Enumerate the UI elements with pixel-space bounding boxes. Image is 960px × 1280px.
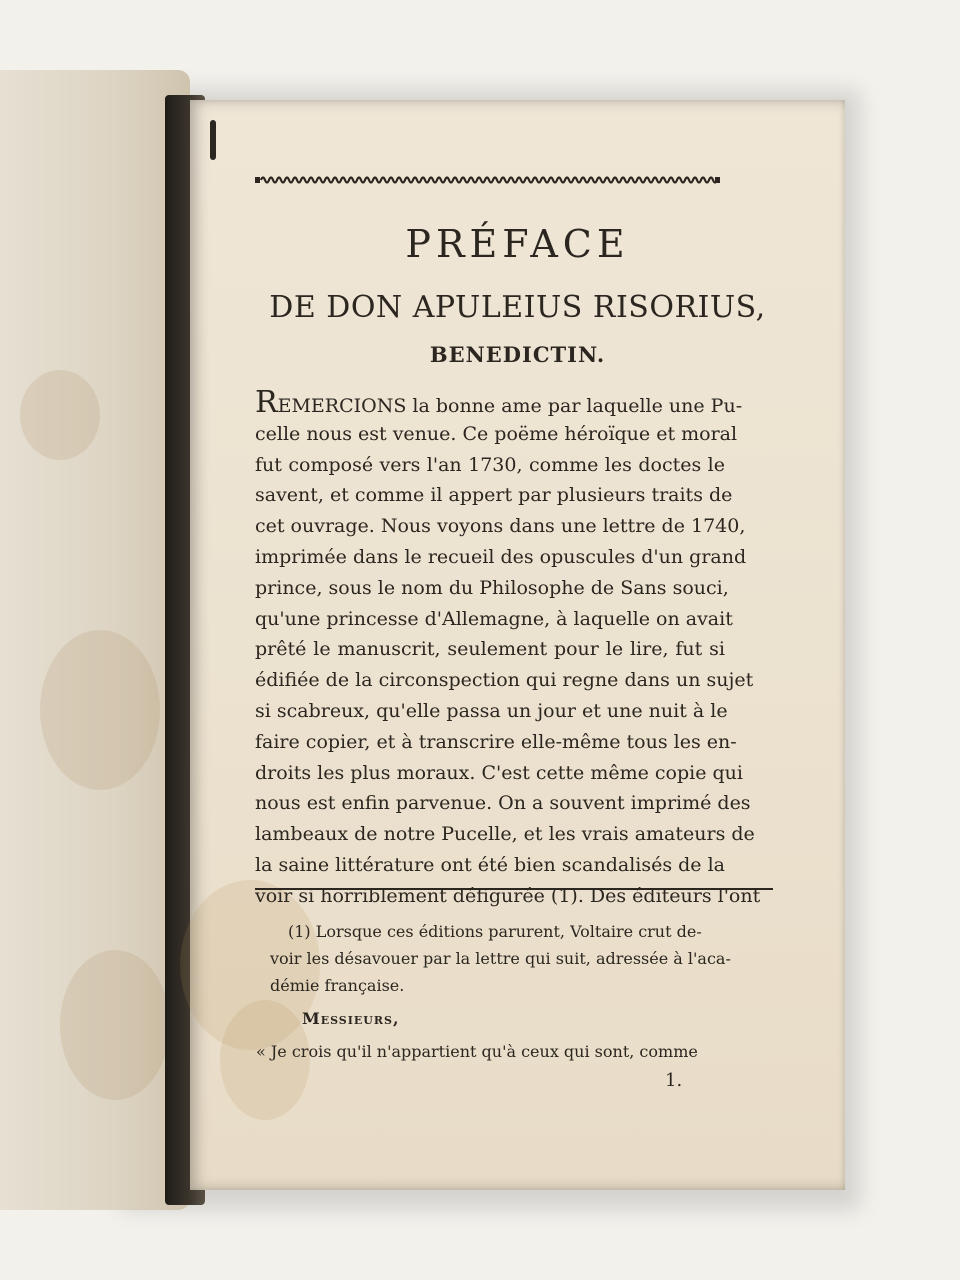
preface-author-order: BENEDICTIN. (429, 342, 606, 367)
footnote-line: voir les désavouer par la lettre qui suit, adressée à l'aca- (270, 949, 731, 968)
body-line: fut composé vers l'an 1730, comme les doctes le (255, 453, 725, 476)
page-corner-mark (210, 120, 216, 160)
page-number: 1. (665, 1070, 683, 1091)
body-line: nous est enfin parvenue. On a souvent imprimé des (255, 792, 751, 815)
footnote-line: (1) Lorsque ces éditions parurent, Voltaire crut de- (288, 922, 702, 941)
body-line: droits les plus moraux. C'est cette même copie qui (255, 761, 743, 784)
body-line: cet ouvrage. Nous voyons dans une lettre de 1740, (255, 515, 746, 538)
preface-body (255, 385, 761, 912)
body-line: voir si horriblement défigurée (1). Des éditeurs l'ont (255, 884, 761, 907)
footnote-salutation: Messieurs, (302, 1009, 400, 1028)
body-line: prêté le manuscrit, seulement pour le lire, fut si (255, 638, 725, 661)
preface-title: PRÉFACE (405, 222, 630, 266)
body-line: qu'une princesse d'Allemagne, à laquelle on avait (255, 607, 733, 630)
left-page (0, 70, 190, 1210)
body-line: faire copier, et à transcrire elle-même tous les en- (255, 730, 737, 753)
footnote-line: démie française. (270, 976, 405, 995)
body-line: si scabreux, qu'elle passa un jour et une nuit à le (255, 699, 728, 722)
preface-author: DE DON APULEIUS RISORIUS, (269, 290, 766, 325)
body-line: la saine littérature ont été bien scandalisés de la (255, 853, 725, 876)
footnote-quote: « Je crois qu'il n'appartient qu'à ceux qui sont, comme (256, 1042, 698, 1061)
first-line-text: EMERCIONS la bonne ame par laquelle une Pu- (277, 395, 743, 417)
drop-cap: R (255, 385, 278, 420)
wavy-ornament-rule (255, 174, 720, 186)
footnote-divider (255, 888, 773, 890)
body-line: lambeaux de notre Pucelle, et les vrais amateurs de (255, 823, 755, 846)
body-line: imprimée dans le recueil des opuscules d'un grand (255, 545, 747, 568)
body-line (255, 385, 743, 420)
body-line: savent, et comme il appert par plusieurs traits de (255, 484, 733, 507)
body-line: édifiée de la circonspection qui regne dans un sujet (255, 669, 754, 692)
footnote (256, 918, 770, 1065)
body-line: prince, sous le nom du Philosophe de Sans souci, (255, 576, 729, 599)
body-line: celle nous est venue. Ce poëme héroïque et moral (255, 422, 738, 445)
book-page (190, 100, 845, 1190)
